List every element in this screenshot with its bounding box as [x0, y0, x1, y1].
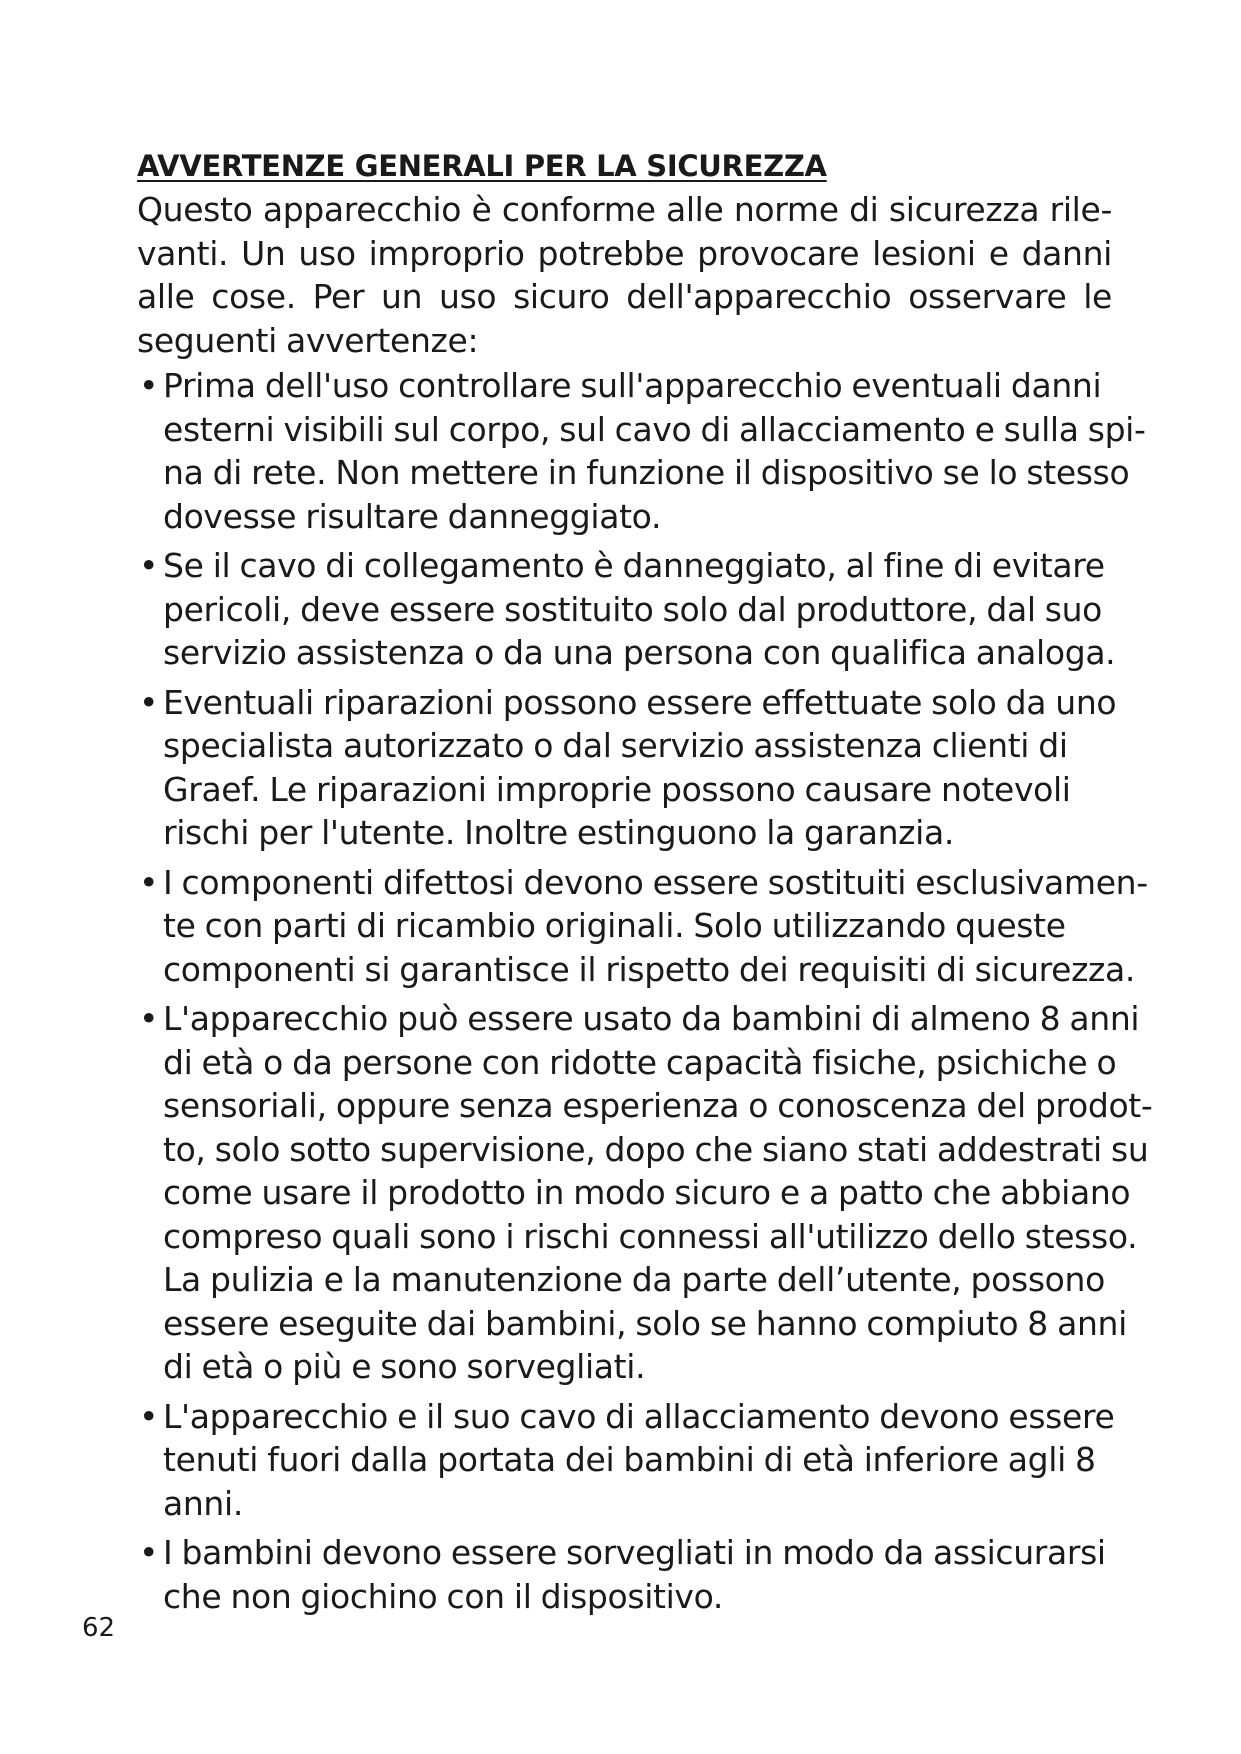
bullet-text-line: L'apparecchio e il suo cavo di allacciamento devono essere	[163, 1396, 1115, 1436]
bullet-dot-icon: •	[139, 862, 159, 902]
bullet-text-line: Graef. Le riparazioni improprie possono causare notevoli	[163, 769, 1071, 809]
bullet-text-line: anni.	[163, 1483, 243, 1523]
bullet-dot-icon: •	[139, 682, 159, 722]
bullet-text-line: Prima dell'uso controllare sull'apparecchio eventuali danni	[163, 366, 1102, 405]
safety-bullet-item	[137, 1531, 1112, 1618]
bullet-text-line: te con parti di ricambio originali. Solo utilizzando queste	[163, 906, 1066, 945]
bullet-text-line: sensoriali, oppure senza esperienza o conoscenza del prodot-	[163, 1086, 1153, 1125]
bullet-dot-icon: •	[139, 546, 159, 585]
bullet-text-line: Se il cavo di collegamento è danneggiato, al fine di evitare	[163, 546, 1105, 585]
bullet-text-line: servizio assistenza o da una persona con qualifica analoga.	[163, 633, 1116, 672]
bullet-text-line: compreso quali sono i rischi connessi all'utilizzo dello stesso.	[163, 1216, 1138, 1256]
bullet-text-line: esterni visibili sul corpo, sul cavo di allacciamento e sulla spi-	[163, 409, 1146, 449]
bullet-text-line: pericoli, deve essere sostituito solo dal produttore, dal suo	[163, 589, 1103, 629]
bullet-text-line: to, solo sotto supervisione, dopo che siano stati addestrati su	[163, 1129, 1149, 1169]
safety-bullet-item	[137, 364, 1146, 538]
safety-bullet-item	[137, 861, 1148, 992]
bullet-text-line: componenti si garantisce il rispetto dei requisiti di sicurezza.	[163, 949, 1136, 989]
bullet-text-line: na di rete. Non mettere in funzione il dispositivo se lo stesso	[163, 453, 1130, 492]
bullet-text-line: come usare il prodotto in modo sicuro e a patto che abbiano	[163, 1173, 1131, 1212]
safety-bullet-item	[137, 681, 1117, 855]
section-heading: AVVERTENZE GENERALI PER LA SICUREZZA	[137, 149, 827, 183]
safety-bullet-item	[137, 1395, 1115, 1526]
bullet-text-line: dovesse risultare danneggiato.	[163, 496, 662, 536]
bullet-dot-icon: •	[139, 1533, 159, 1572]
bullet-text-line: Eventuali riparazioni possono essere effettuate solo da uno	[163, 682, 1117, 722]
safety-bullet-item	[137, 997, 1153, 1389]
bullet-text-line: che non giochino con il dispositivo.	[163, 1576, 723, 1616]
bullet-text-line: I bambini devono essere sorvegliati in modo da assicurarsi	[163, 1533, 1106, 1572]
intro-paragraph: Questo apparecchio è conforme alle norme di sicurezza rile-vanti. Un uso improprio potrebbe provocare lesioni e danni alle cose. Per un uso sicuro dell'apparecchio osservare le seguenti avvertenze:	[137, 190, 1112, 360]
safety-section	[137, 146, 1153, 1624]
bullet-text-line: rischi per l'utente. Inoltre estinguono la garanzia.	[163, 813, 954, 852]
safety-bullet-item	[137, 544, 1116, 675]
bullet-text-line: specialista autorizzato o dal servizio assistenza clienti di	[163, 726, 1068, 765]
bullet-dot-icon: •	[139, 366, 159, 405]
bullet-text-line: di età o da persone con ridotte capacità fisiche, psichiche o	[163, 1042, 1117, 1082]
bullet-text-line: essere eseguite dai bambini, solo se hanno compiuto 8 anni	[163, 1303, 1127, 1343]
bullet-dot-icon: •	[139, 999, 159, 1038]
page-number: 62	[82, 1613, 116, 1643]
bullet-text-line: L'apparecchio può essere usato da bambini di almeno 8 anni	[163, 999, 1140, 1038]
bullet-text-line: tenuti fuori dalla portata dei bambini di età inferiore agli 8	[163, 1440, 1096, 1479]
bullet-text-line: La pulizia e la manutenzione da parte dell’utente, possono	[163, 1260, 1105, 1299]
bullet-dot-icon: •	[139, 1396, 159, 1436]
safety-bullet-list	[137, 364, 1153, 1618]
bullet-text-line: I componenti difettosi devono essere sostituiti esclusivamen-	[163, 862, 1148, 902]
bullet-text-line: di età o più e sono sorvegliati.	[163, 1347, 646, 1386]
